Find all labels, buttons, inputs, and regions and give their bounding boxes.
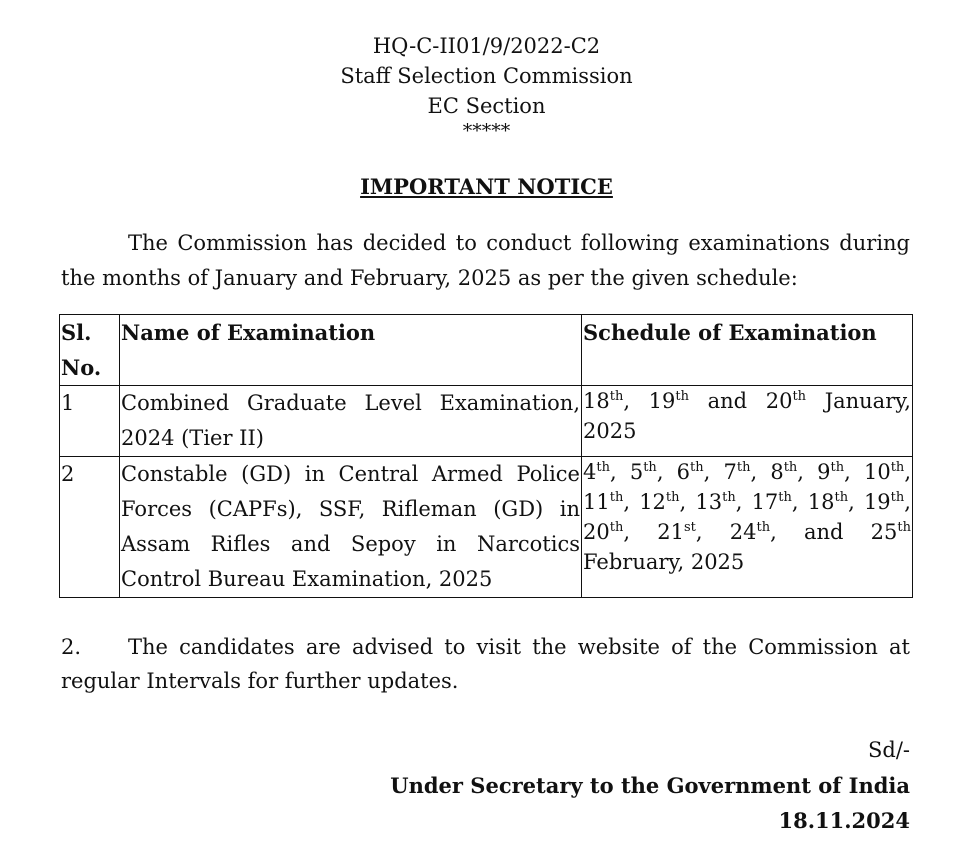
notice-date: 18.11.2024 (778, 808, 910, 833)
row-exam-name: Combined Graduate Level Examination, 2024 (Tier II) (120, 386, 582, 457)
day-ordinal-suffix: th (736, 460, 751, 475)
day-ordinal-suffix: th (609, 389, 624, 404)
day-ordinal-suffix: th (675, 389, 689, 404)
day-ordinal-suffix: th (722, 490, 736, 505)
row-exam-name: Constable (GD) in Central Armed Police Forces (CAPFs), SSF, Rifleman (GD) in Assam Rifles and Sepoy in Narcotics Control Bureau Examination, 2025 (120, 457, 582, 598)
day-ordinal-suffix: th (778, 490, 792, 505)
intro-paragraph: The Commission has decided to conduct following examinations during the months of January and February, 2025 as per the given schedule: (61, 231, 910, 290)
row-sl-no: 1 (60, 386, 120, 457)
day-ordinal-suffix: th (596, 460, 610, 475)
day-ordinal-suffix: th (690, 460, 704, 475)
paragraph-number: 2. (61, 635, 82, 659)
schedule-month-year: February, 2025 (583, 550, 745, 574)
day-ordinal-suffix: th (756, 520, 771, 535)
schedule-day: 25 (870, 520, 898, 544)
day-ordinal-suffix: th (830, 460, 845, 475)
document-header (0, 31, 973, 141)
table-row (60, 457, 913, 598)
schedule-day: 20 (765, 389, 793, 413)
schedule-day: 12 (639, 490, 666, 514)
advisory-text: The candidates are advised to visit the website of the Commission at regular Intervals for further updates. (61, 635, 910, 693)
schedule-day: 21 (657, 520, 684, 544)
day-ordinal-suffix: th (783, 460, 798, 475)
schedule-day: 24 (729, 520, 757, 544)
day-ordinal-suffix: th (609, 520, 624, 535)
schedule-day: 4 (583, 460, 597, 484)
signature-block (390, 733, 910, 838)
file-number: HQ-C-II01/9/2022-C2 (372, 34, 601, 58)
schedule-month-year: January, 2025 (583, 389, 911, 443)
schedule-day: 10 (863, 460, 891, 484)
header-exam-name: Name of Examination (120, 315, 582, 386)
schedule-day: 5 (629, 460, 644, 484)
day-ordinal-suffix: th (897, 520, 911, 535)
schedule-day: 6 (676, 460, 691, 484)
signature-sd: Sd/- (868, 738, 910, 762)
header-sl-no: Sl. No. (60, 315, 120, 386)
header-schedule: Schedule of Examination (582, 315, 913, 386)
day-ordinal-suffix: st (683, 520, 696, 535)
notice-title: IMPORTANT NOTICE (360, 174, 613, 199)
section-name: EC Section (427, 94, 546, 118)
schedule-day: 20 (583, 520, 610, 544)
schedule-day: 19 (863, 490, 891, 514)
separator-stars: ***** (462, 120, 511, 142)
table-header-row (60, 315, 913, 386)
schedule-day: 13 (695, 490, 723, 514)
schedule-day: 7 (723, 460, 737, 484)
day-ordinal-suffix: th (609, 490, 624, 505)
schedule-day: 8 (770, 460, 784, 484)
schedule-day: 19 (648, 389, 676, 413)
row-sl-no: 2 (60, 457, 120, 598)
row-schedule: 4th, 5th, 6th, 7th, 8th, 9th, 10th, 11th, 12th, 13th, 17th, 18th, 19th, 20th, 21st, 24th, and 25th February, 2025 (582, 457, 913, 598)
advisory-paragraph (61, 630, 910, 698)
schedule-day: 18 (583, 389, 610, 413)
day-ordinal-suffix: th (834, 490, 849, 505)
organization-name: Staff Selection Commission (340, 64, 633, 88)
schedule-day: 9 (817, 460, 831, 484)
day-ordinal-suffix: th (643, 460, 657, 475)
signatory-designation: Under Secretary to the Government of India (390, 773, 910, 798)
day-ordinal-suffix: th (890, 460, 905, 475)
day-ordinal-suffix: th (665, 490, 680, 505)
exam-schedule-table (59, 314, 913, 598)
row-schedule: 18th, 19th and 20th January, 2025 (582, 386, 913, 457)
table-row (60, 386, 913, 457)
schedule-day: 17 (751, 490, 779, 514)
schedule-day: 11 (583, 490, 610, 514)
day-ordinal-suffix: th (792, 389, 807, 404)
day-ordinal-suffix: th (890, 490, 905, 505)
schedule-day: 18 (807, 490, 835, 514)
